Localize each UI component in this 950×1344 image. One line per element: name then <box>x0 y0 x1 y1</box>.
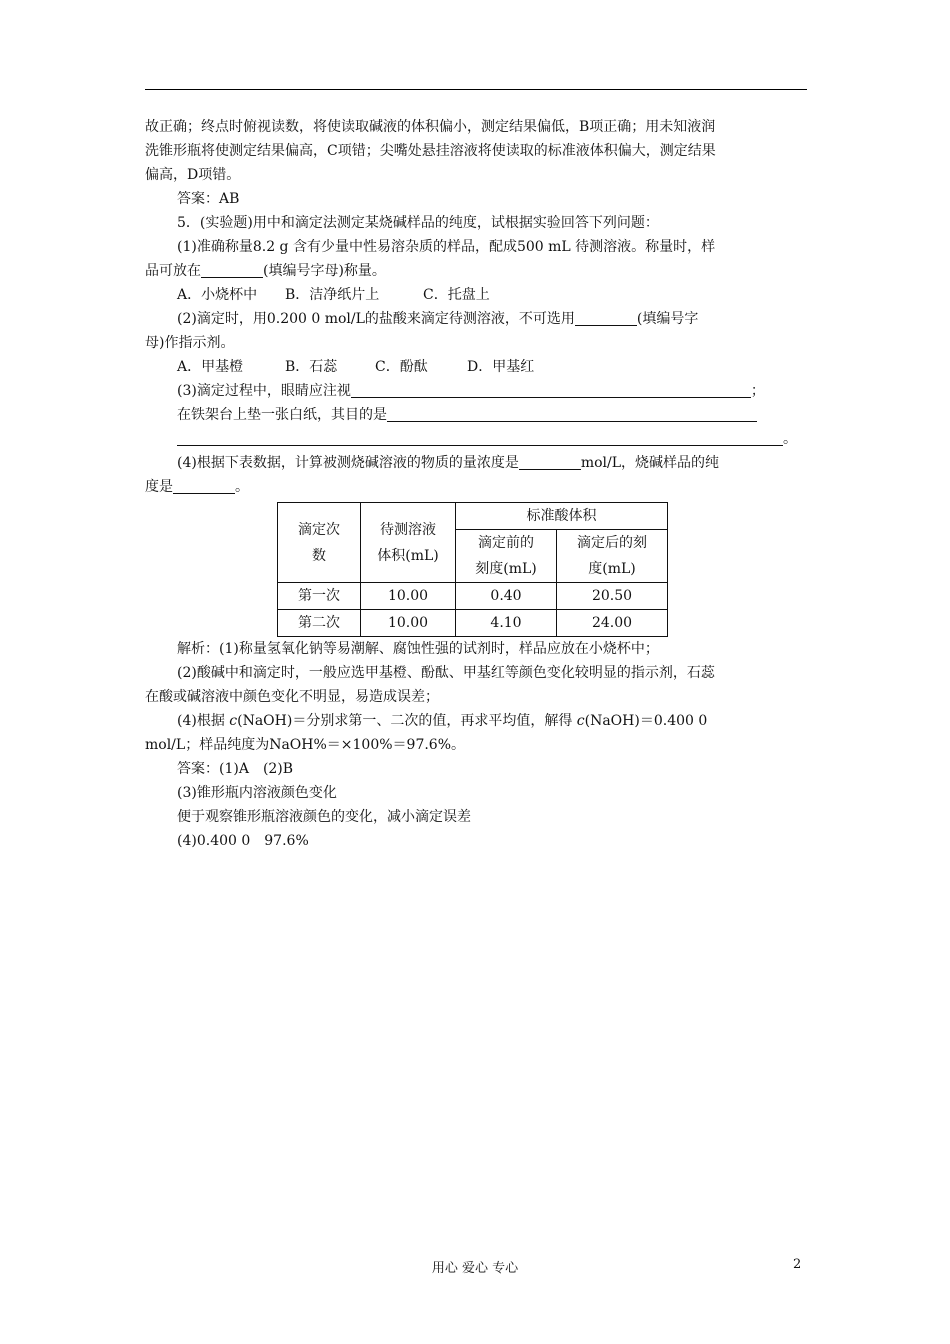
text-fragment: 。 <box>235 479 249 495</box>
header-rule <box>145 89 807 90</box>
answer-line: 答案：AB <box>177 191 240 207</box>
text-fragment: mol/L，烧碱样品的纯 <box>580 455 720 471</box>
question-title: 5．(实验题)用中和滴定法测定某烧碱样品的纯度，试根据实验回答下列问题： <box>177 215 659 231</box>
answer-line: (3)锥形瓶内溶液颜色变化 <box>177 785 337 801</box>
question-part-4 <box>145 451 807 475</box>
document-body <box>145 115 807 853</box>
options-row <box>145 355 807 379</box>
option: D．甲基红 <box>467 359 535 375</box>
answer-blank[interactable] <box>519 453 581 470</box>
header-cell: 滴定前的 刻度(mL) <box>456 530 557 583</box>
text-fragment: 在铁架台上垫一张白纸，其目的是 <box>177 407 387 423</box>
table-row <box>278 610 668 637</box>
table-row <box>278 583 668 610</box>
answer-line: 答案：(1)A (2)B <box>177 761 294 777</box>
solution-line: 在酸或碱溶液中颜色变化不明显，易造成误差； <box>145 689 439 705</box>
text-fragment: (2)滴定时，用0.200 0 mol/L的盐酸来滴定待测溶液，不可选用 <box>177 311 575 327</box>
solution-line: (2)酸碱中和滴定时，一般应选甲基橙、酚酞、甲基红等颜色变化较明显的指示剂，石蕊 <box>177 665 715 681</box>
solution-line: 解析：(1)称量氢氧化钠等易潮解、腐蚀性强的试剂时，样品应放在小烧杯中； <box>177 641 659 657</box>
text-fragment: 度是 <box>145 479 173 495</box>
text-line: 洗锥形瓶将使测定结果偏高，C项错；尖嘴处悬挂溶液将使读取的标准液体积偏大，测定结果 <box>145 143 716 159</box>
question-part-4-cont <box>145 475 807 499</box>
answer-blank[interactable] <box>201 261 263 278</box>
option: A．小烧杯中 <box>177 287 258 303</box>
header-cell: 待测溶液 体积(mL) <box>361 503 456 583</box>
answer-blank[interactable] <box>387 405 757 422</box>
table-cell: 20.50 <box>557 583 668 610</box>
table-cell: 第一次 <box>278 583 361 610</box>
answer-blank[interactable] <box>351 381 751 398</box>
text-fragment: 品可放在 <box>145 263 201 279</box>
question-part-2 <box>145 307 807 331</box>
table-cell: 0.40 <box>456 583 557 610</box>
option: C．酚酞 <box>375 359 428 375</box>
answer-line: 便于观察锥形瓶溶液颜色的变化，减小滴定误差 <box>177 809 471 825</box>
question-part-1-cont <box>145 259 807 283</box>
question-part-1: (1)准确称量8.2 g 含有少量中性易溶杂质的样品，配成500 mL 待测溶液。称量时，样 <box>177 239 716 255</box>
footer-text: 用心 爱心 专心 <box>431 1261 519 1276</box>
question-part-2-cont: 母)作指示剂。 <box>145 335 235 351</box>
option: C．托盘上 <box>423 287 490 303</box>
text-line: 偏高，D项错。 <box>145 167 241 183</box>
text-fragment: (填编号字母)称量。 <box>263 263 386 279</box>
header-cell: 滴定次 数 <box>278 503 361 583</box>
table-cell: 第二次 <box>278 610 361 637</box>
table-cell: 10.00 <box>361 610 456 637</box>
answer-blank[interactable] <box>575 309 637 326</box>
text-fragment: 。 <box>783 431 797 447</box>
answer-line: (4)0.400 0 97.6% <box>177 833 309 849</box>
titration-table <box>277 502 668 637</box>
header-cell: 滴定后的刻 度(mL) <box>557 530 668 583</box>
text-line: 故正确；终点时俯视读数，将使读取碱液的体积偏小，测定结果偏低，B项正确；用未知液润 <box>145 119 716 135</box>
text-fragment: (填编号字 <box>636 311 699 327</box>
option: B．洁净纸片上 <box>285 287 380 303</box>
answer-blank[interactable] <box>177 429 783 446</box>
text-fragment: (3)滴定过程中，眼睛应注视 <box>177 383 351 399</box>
solution-line: (4)根据 c(NaOH)＝分别求第一、二次的值，再求平均值，解得 c(NaOH)＝0.400 0 <box>177 713 708 729</box>
option: B．石蕊 <box>285 359 338 375</box>
question-part-3-cont2 <box>145 427 807 451</box>
option: A．甲基橙 <box>177 359 244 375</box>
question-part-3 <box>145 379 807 403</box>
page-number: 2 <box>793 1257 802 1272</box>
options-row <box>145 283 807 307</box>
solution-line: mol/L；样品纯度为NaOH%＝×100%＝97.6%。 <box>145 737 466 753</box>
answer-blank[interactable] <box>173 477 235 494</box>
text-fragment: ； <box>750 383 765 399</box>
table-cell: 10.00 <box>361 583 456 610</box>
question-part-3-cont <box>145 403 807 427</box>
text-fragment: (4)根据下表数据，计算被测烧碱溶液的物质的量浓度是 <box>177 455 519 471</box>
table-cell: 4.10 <box>456 610 557 637</box>
header-cell: 标准酸体积 <box>456 503 668 530</box>
table-cell: 24.00 <box>557 610 668 637</box>
